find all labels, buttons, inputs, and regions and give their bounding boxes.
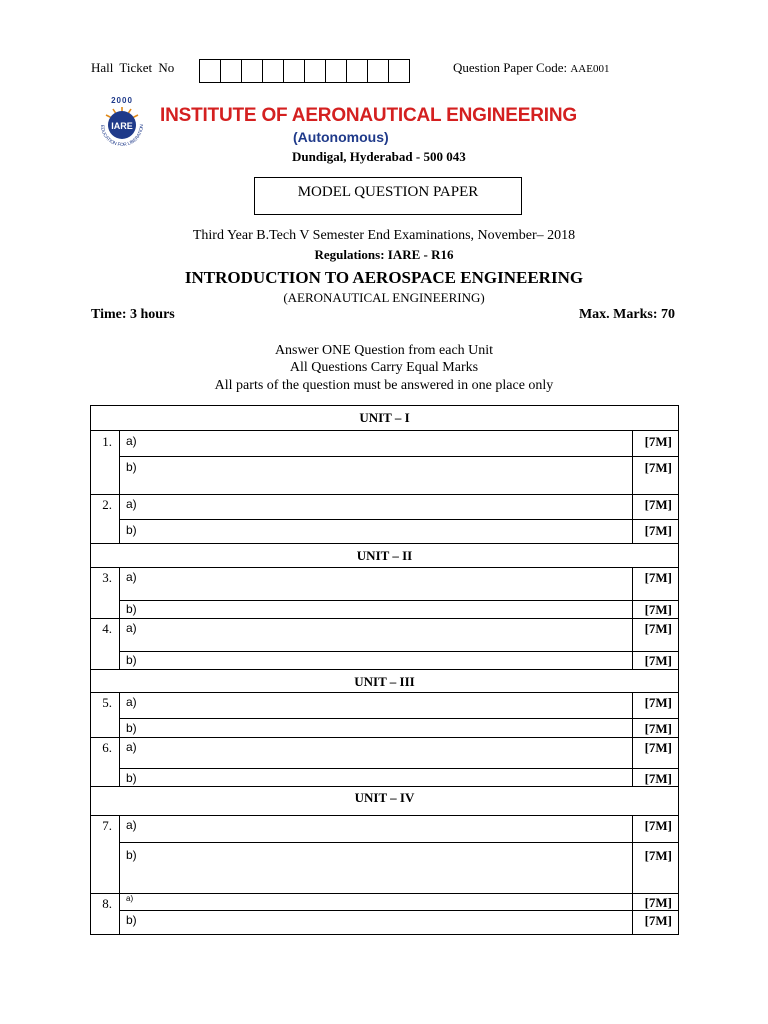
part-label: b) — [126, 602, 137, 616]
part-label: a) — [126, 818, 137, 832]
max-marks: Max. Marks: 70 — [578, 307, 675, 322]
table-rule — [90, 430, 679, 431]
table-rule — [90, 815, 679, 816]
ticket-digit-box[interactable] — [346, 59, 368, 83]
part-label: b) — [126, 523, 137, 537]
exam-description: Third Year B.Tech V Semester End Examinations, November– 2018 — [192, 228, 576, 243]
part-label: a) — [126, 894, 134, 903]
institute-name: INSTITUTE OF AERONAUTICAL ENGINEERING — [160, 105, 577, 126]
part-marks: [7M] — [644, 740, 672, 755]
part-marks: [7M] — [644, 771, 672, 786]
unit-heading: UNIT – III — [354, 674, 415, 689]
ticket-digit-box[interactable] — [325, 59, 347, 83]
question-number: 1. — [102, 434, 112, 449]
part-label: a) — [126, 621, 137, 635]
part-label: a) — [126, 570, 137, 584]
table-rule — [119, 692, 120, 786]
institute-status: (Autonomous) — [293, 129, 389, 145]
table-rule — [90, 669, 679, 670]
question-paper-code-label: Question Paper Code: — [453, 60, 568, 75]
ticket-digit-box[interactable] — [241, 59, 263, 83]
instruction: Answer ONE Question from each Unit — [274, 343, 494, 358]
table-rule — [90, 737, 679, 738]
table-rule — [90, 893, 679, 894]
table-rule — [119, 430, 120, 543]
part-marks: [7M] — [644, 434, 672, 449]
question-number: 8. — [102, 896, 112, 911]
table-rule — [90, 543, 679, 544]
question-table — [90, 405, 679, 935]
part-marks: [7M] — [644, 913, 672, 928]
unit-heading: UNIT – IV — [354, 790, 415, 805]
ticket-digit-box[interactable] — [388, 59, 410, 83]
table-rule — [119, 815, 120, 934]
iare-logo — [93, 95, 151, 153]
part-marks: [7M] — [644, 523, 672, 538]
question-number: 5. — [102, 695, 112, 710]
hall-ticket-boxes[interactable] — [199, 59, 410, 83]
ticket-digit-box[interactable] — [220, 59, 242, 83]
table-rule — [632, 692, 633, 786]
instruction: All parts of the question must be answered in one place only — [214, 378, 554, 393]
ticket-digit-box[interactable] — [367, 59, 389, 83]
table-rule — [120, 718, 679, 719]
exam-time: Time: 3 hours — [91, 307, 175, 322]
ticket-digit-box[interactable] — [304, 59, 326, 83]
part-marks: [7M] — [644, 653, 672, 668]
table-rule — [120, 519, 679, 520]
part-label: b) — [126, 653, 137, 667]
table-rule — [120, 768, 679, 769]
question-number: 7. — [102, 818, 112, 833]
table-rule — [119, 567, 120, 669]
ticket-digit-box[interactable] — [283, 59, 305, 83]
table-rule — [632, 430, 633, 543]
question-paper-code — [453, 60, 609, 76]
part-label: b) — [126, 848, 137, 862]
part-label: a) — [126, 740, 137, 754]
question-paper-code-value: AAE001 — [570, 63, 610, 75]
table-rule — [120, 910, 679, 911]
hall-ticket-label: Hall Ticket No — [91, 60, 175, 75]
svg-text:IARE: IARE — [111, 121, 133, 131]
department: (AERONAUTICAL ENGINEERING) — [283, 290, 485, 305]
question-number: 6. — [102, 740, 112, 755]
question-number: 3. — [102, 570, 112, 585]
part-marks: [7M] — [644, 460, 672, 475]
part-marks: [7M] — [644, 818, 672, 833]
table-rule — [632, 567, 633, 669]
subject-title: INTRODUCTION TO AEROSPACE ENGINEERING — [184, 268, 584, 287]
part-label: a) — [126, 695, 137, 709]
part-label: a) — [126, 434, 137, 448]
part-marks: [7M] — [644, 602, 672, 617]
unit-heading: UNIT – II — [356, 548, 413, 563]
table-rule — [90, 494, 679, 495]
part-marks: [7M] — [644, 497, 672, 512]
part-marks: [7M] — [644, 695, 672, 710]
table-rule — [90, 786, 679, 787]
part-label: b) — [126, 721, 137, 735]
part-marks: [7M] — [644, 848, 672, 863]
question-number: 4. — [102, 621, 112, 636]
table-rule — [90, 692, 679, 693]
part-marks: [7M] — [644, 621, 672, 636]
table-rule — [120, 842, 679, 843]
table-rule — [90, 567, 679, 568]
part-marks: [7M] — [644, 895, 672, 910]
table-rule — [632, 815, 633, 934]
ticket-digit-box[interactable] — [199, 59, 221, 83]
svg-text:2000: 2000 — [111, 96, 133, 105]
regulations: Regulations: IARE - R16 — [314, 247, 454, 262]
question-number: 2. — [102, 497, 112, 512]
paper-title: MODEL QUESTION PAPER — [297, 184, 479, 200]
institute-address: Dundigal, Hyderabad - 500 043 — [292, 149, 466, 164]
table-rule — [90, 618, 679, 619]
table-rule — [120, 600, 679, 601]
part-label: a) — [126, 497, 137, 511]
part-marks: [7M] — [644, 570, 672, 585]
svg-text:EDUCATION FOR LIBERATION: EDUCATION FOR LIBERATION — [99, 124, 145, 148]
part-label: b) — [126, 913, 137, 927]
instruction: All Questions Carry Equal Marks — [289, 360, 479, 375]
part-label: b) — [126, 771, 137, 785]
ticket-digit-box[interactable] — [262, 59, 284, 83]
unit-heading: UNIT – I — [359, 410, 410, 425]
table-rule — [120, 456, 679, 457]
part-label: b) — [126, 460, 137, 474]
table-rule — [120, 651, 679, 652]
part-marks: [7M] — [644, 721, 672, 736]
